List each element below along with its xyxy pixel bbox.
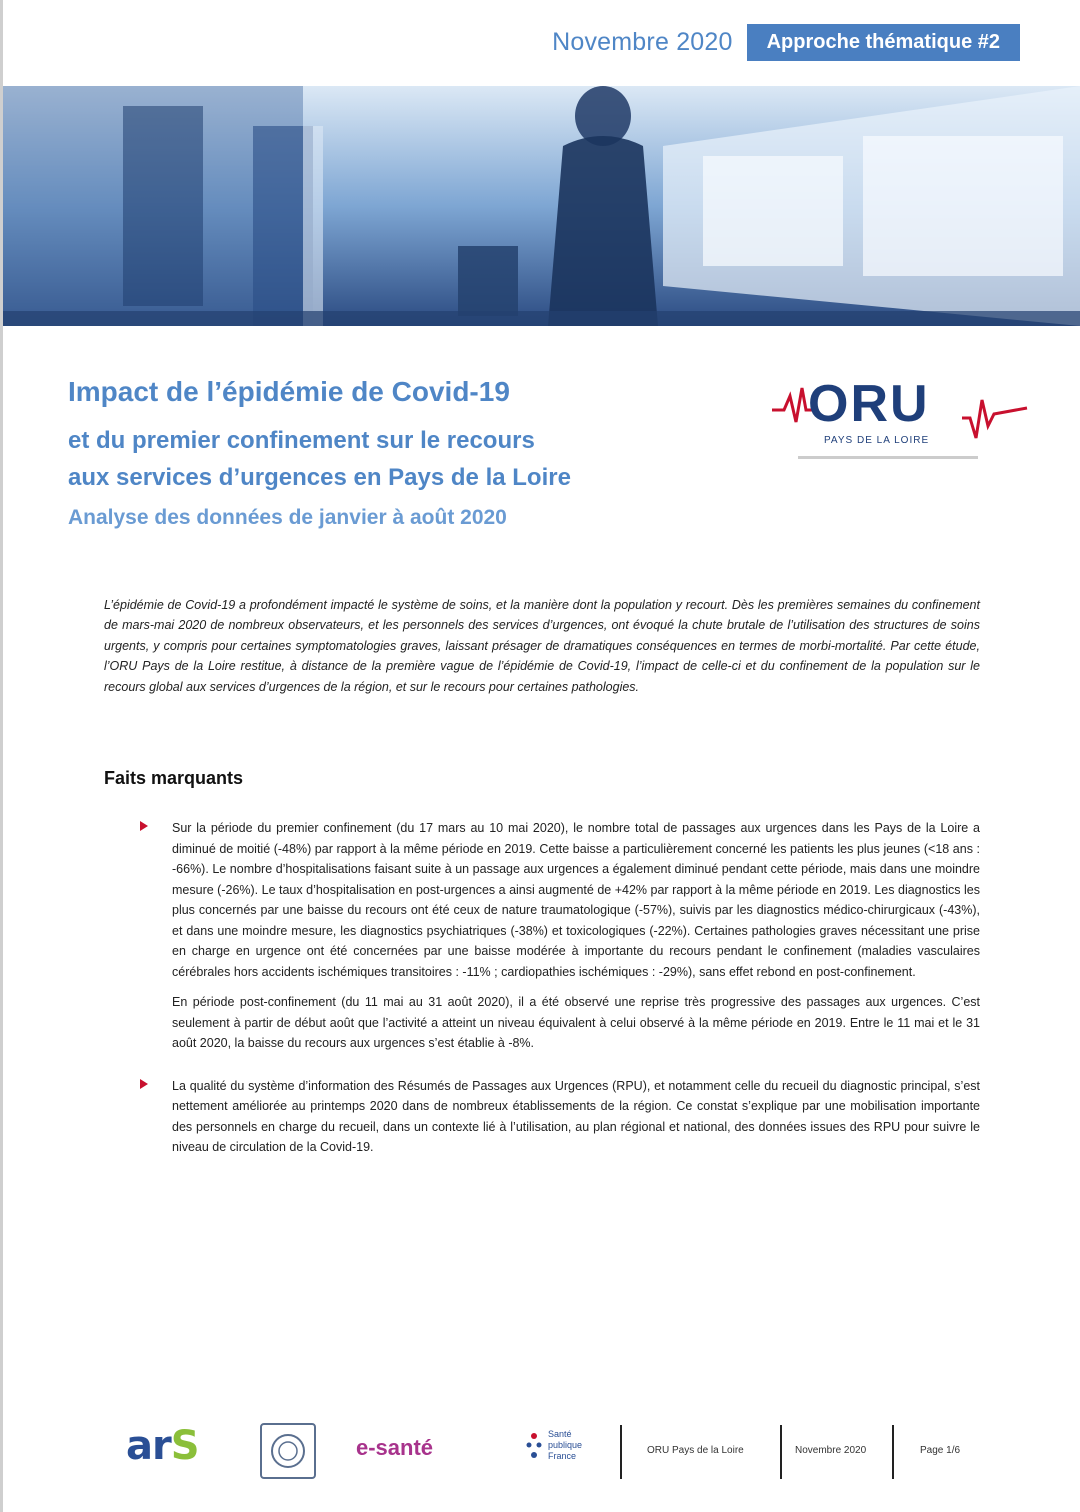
oru-logo — [772, 375, 1030, 473]
footer-date: Novembre 2020 — [795, 1445, 867, 1456]
bullet-1-paragraph-1: Sur la période du premier confinement (du 17 mars au 10 mai 2020), le nombre total de passages aux urgences dans les Pays de la Loire a diminué de moitié (-48%) par rapport à la même période en 2019. Cette baisse a particulièrement concerné les patients les plus jeunes (<18 ans : -66%). Le nombre d’hospitalisations faisant suite à un passage aux urgences a également diminué pendant cette période, mais dans une moindre mesure (-26%). Le taux d’hospitalisation en post-urgences a ainsi augmenté de +42% par rapport à la même période en 2019. Les diagnostics les plus concernés par une baisse du recours ont été ceux de nature traumatologique (-57%), suivis par les diagnostics médico-chirurgicaux (-43%), et dans une moindre mesure, les diagnostics psychiatriques (-38%) et toxicologiques (-22%). Certaines pathologies graves nécessitant une prise en charge en urgence ont été concernées par une baisse modérée à importante du recours pendant le confinement (maladies vasculaires cérébrales hors accidents ischémiques transitoires : -11% ; cardiopathies ischémiques : -29%), sans effet rebond en post-confinement. — [172, 821, 980, 979]
hero-photo — [3, 86, 1080, 326]
bullet-2-paragraph: La qualité du système d’information des Résumés de Passages aux Urgences (RPU), et notamment celle du recueil du diagnostic principal, s’est nettement améliorée au printemps 2020 dans de nombreux établissements de la région. Ce constat s’explique par une mobilisation importante des personnels en charge du recueil, dans un contexte lié à l’utilisation, au plan régional et national, des données issues des RPU pour suivre le niveau de circulation de la Covid-19. — [172, 1078, 980, 1154]
page-footer — [120, 1415, 1000, 1485]
oru-logo-text: ORU — [808, 375, 930, 433]
title-block — [68, 376, 748, 530]
abstract-paragraph: L’épidémie de Covid-19 a profondément impacté le système de soins, et la manière dont la population y recourt. Dès les premières semaines du confinement de mars-mai 2020 de nombreux observateurs, et les personnels des services d’urgences, ont évoqué la chute brutale de l’utilisation des structures de soins urgents, y compris pour certaines symptomatologies graves, laissant présager de dramatiques conséquences en termes de morbi-mortalité. Par cette étude, l’ORU Pays de la Loire restitue, à distance de la première vague de l’épidémie de Covid-19, l’impact de celle-ci et du confinement de la population sur le recours global aux services d’urgences de la région, et sur le recours pour certaines pathologies. — [104, 597, 980, 694]
header-bar — [552, 22, 1020, 62]
issue-date: Novembre 2020 — [552, 27, 733, 56]
faits-marquants-heading: Faits marquants — [104, 768, 244, 788]
title-line-2 — [68, 422, 748, 496]
bullet-triangle-icon — [140, 821, 148, 831]
title-line-1: Impact de l’épidémie de Covid-19 — [68, 376, 510, 407]
spf-dots-icon — [525, 1431, 543, 1461]
footer-separator — [620, 1425, 622, 1479]
footer-separator — [780, 1425, 782, 1479]
hospital-corridor-photo-icon — [3, 86, 1080, 326]
subtitle: Analyse des données de janvier à août 2020 — [68, 506, 507, 530]
esante-logo: e-santé — [356, 1435, 434, 1460]
footer-org: ORU Pays de la Loire — [647, 1445, 744, 1456]
seal-logo-icon — [260, 1423, 316, 1479]
oru-logo-subtitle: PAYS DE LA LOIRE — [824, 435, 930, 446]
title-line-2a: et du premier confinement sur le recours — [68, 427, 535, 454]
ars-logo: arS — [126, 1423, 199, 1469]
faits-marquants-list — [140, 818, 980, 1180]
bullet-1-paragraph-2: En période post-confinement (du 11 mai au 31 août 2020), il a été observé une reprise très progressive des passages aux urgences. C’est seulement à partir de début août que l’activité a atteint un niveau équivalent à celui observé à la même période en 2019. Entre le 11 mai et le 31 août 2020, la baisse du recours aux urgences s’est établie à -8%. — [172, 995, 980, 1050]
sante-publique-france-logo: Santé publique France — [525, 1429, 592, 1462]
list-item — [140, 1076, 980, 1158]
logo-divider — [798, 456, 978, 459]
thematic-tag: Approche thématique #2 — [747, 24, 1020, 61]
seal-emblem-icon — [268, 1431, 308, 1471]
title-line-2b: aux services d’urgences en Pays de la Loire — [68, 464, 571, 492]
bullet-triangle-icon — [140, 1079, 148, 1089]
list-item — [140, 818, 980, 1054]
page-number: Page 1/6 — [920, 1445, 961, 1456]
footer-separator — [892, 1425, 894, 1479]
